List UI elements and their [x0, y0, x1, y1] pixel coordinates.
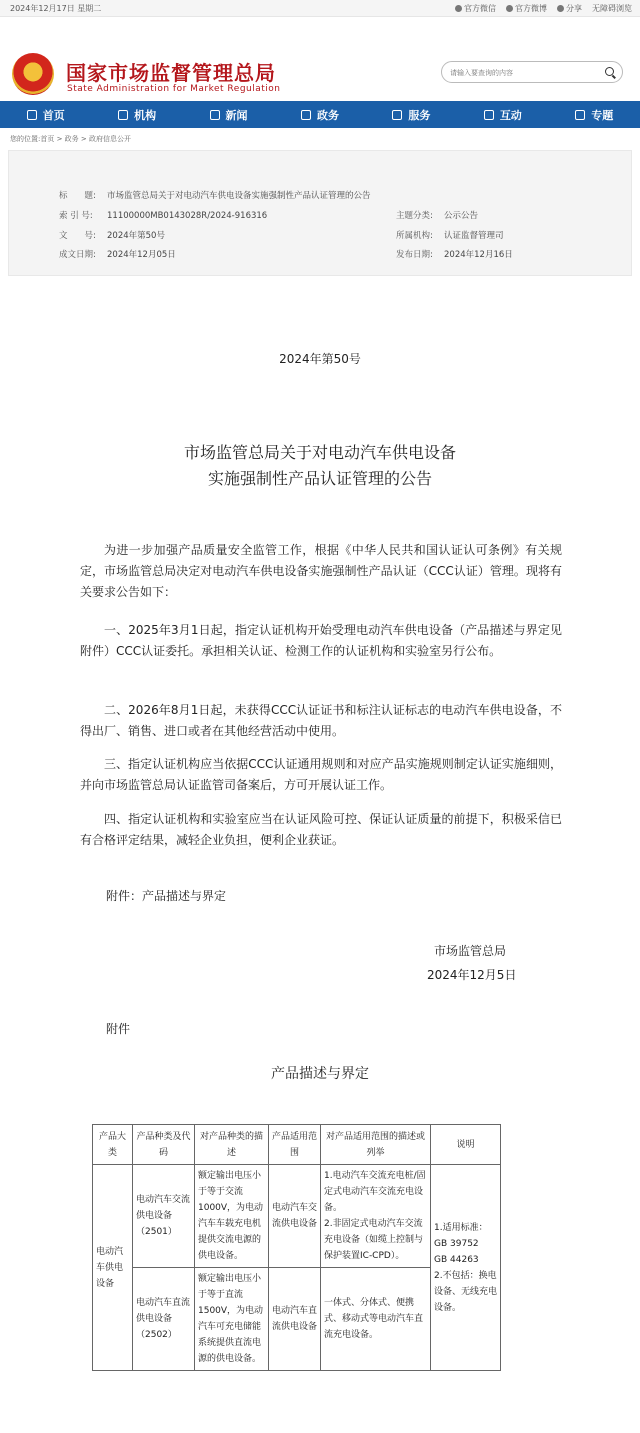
paragraph-4: 四、指定认证机构和实验室应当在认证风险可控、保证认证质量的前提下，积极采信已有合格评定结果，减轻企业负担，便利企业获证。	[80, 812, 562, 847]
meta-index-row: 索 引 号: 11100000MB0143028R/2024-916316	[59, 211, 268, 221]
meta-org-row: 所属机构: 认证监督管理司	[396, 231, 504, 241]
top-links	[455, 3, 632, 14]
paragraph-3: 三、指定认证机构应当依据CCC认证通用规则和对应产品实施规则制定认证实施细则，并向市场监管总局认证监管司备案后，方可开展认证工作。	[80, 757, 562, 792]
breadcrumb[interactable]: 您的位置:首页 > 政务 > 政府信息公开	[10, 135, 131, 143]
table-cell: 电动汽车直流供电设备	[269, 1268, 321, 1371]
document-title: 市场监管总局关于对电动汽车供电设备 实施强制性产品认证管理的公告	[183, 443, 456, 488]
service-icon	[392, 110, 402, 120]
attachment-line: 附件：产品描述与界定	[106, 889, 227, 903]
meta-published-row: 发布日期: 2024年12月16日	[396, 250, 513, 260]
share-icon	[557, 5, 564, 12]
product-table	[92, 1124, 501, 1371]
paragraph-intro: 为进一步加强产品质量安全监管工作，根据《中华人民共和国认证认可条例》有关规定，市场监管总局决定对电动汽车供电设备实施强制性产品认证（CCC认证）管理。现将有关要求公告如下：	[80, 543, 562, 599]
signer: 市场监管总局	[434, 944, 507, 958]
government-icon	[301, 110, 311, 120]
weibo-icon	[506, 5, 513, 12]
share-link[interactable]: 分享	[557, 3, 582, 14]
nav-service[interactable]: 服务	[366, 101, 457, 128]
document-meta	[8, 150, 632, 276]
org-icon	[118, 110, 128, 120]
table-header: 产品适用范围	[269, 1125, 321, 1165]
topic-icon	[575, 110, 585, 120]
nav-home[interactable]: 首页	[0, 101, 91, 128]
search-box	[441, 61, 623, 83]
wechat-link[interactable]: 官方微信	[455, 3, 496, 14]
top-bar	[0, 0, 640, 17]
table-header: 产品种类及代码	[133, 1125, 195, 1165]
meta-title-row: 标 题: 市场监管总局关于对电动汽车供电设备实施强制性产品认证管理的公告	[59, 191, 371, 201]
table-header-row	[93, 1125, 501, 1165]
current-date: 2024年12月17日 星期二	[10, 4, 102, 13]
home-icon	[27, 110, 37, 120]
table-cell: 1.电动汽车交流充电桩/固定式电动汽车交流充电设备。 2.非固定式电动汽车交流充电设备（如缆上控制与保护装置IC-CPD）。	[321, 1165, 431, 1268]
interaction-icon	[484, 110, 494, 120]
document-number: 2024年第50号	[279, 352, 361, 366]
search-icon[interactable]	[605, 67, 614, 76]
national-emblem-icon[interactable]	[12, 53, 54, 95]
meta-created-row: 成文日期: 2024年12月05日	[59, 250, 176, 260]
sign-date: 2024年12月5日	[427, 968, 517, 982]
table-cell-note: 1.适用标准： GB 39752 GB 44263 2.不包括：换电设备、无线充电设备。	[431, 1165, 501, 1371]
table-header: 说明	[431, 1125, 501, 1165]
nav-interaction[interactable]: 互动	[457, 101, 548, 128]
news-icon	[210, 110, 220, 120]
nav-news[interactable]: 新闻	[183, 101, 274, 128]
paragraph-2: 二、2026年8月1日起，未获得CCC认证证书和标注认证标志的电动汽车供电设备，不得出厂、销售、进口或者在其他经营活动中使用。	[80, 703, 562, 738]
meta-category-row: 主题分类: 公示公告	[396, 211, 479, 221]
table-row	[93, 1165, 501, 1268]
table-cell: 额定输出电压小于等于交流1000V，为电动汽车车载充电机提供交流电源的供电设备。	[195, 1165, 269, 1268]
nav-org[interactable]: 机构	[91, 101, 182, 128]
table-cell: 电动汽车直流供电设备（2502）	[133, 1268, 195, 1371]
table-cell-category: 电动汽车供电设备	[93, 1165, 133, 1371]
accessibility-link[interactable]: 无障碍浏览	[592, 4, 632, 13]
nav-topic[interactable]: 专题	[549, 101, 640, 128]
table-cell: 电动汽车交流供电设备	[269, 1165, 321, 1268]
nav-government[interactable]: 政务	[274, 101, 365, 128]
table-cell: 一体式、分体式、便携式、移动式等电动汽车直流充电设备。	[321, 1268, 431, 1371]
wechat-icon	[455, 5, 462, 12]
table-header: 对产品适用范围的描述或列举	[321, 1125, 431, 1165]
meta-docno-row: 文 号: 2024年第50号	[59, 231, 165, 241]
table-title: 产品描述与界定	[271, 1066, 369, 1082]
table-header: 对产品种类的描述	[195, 1125, 269, 1165]
table-header: 产品大类	[93, 1125, 133, 1165]
main-nav	[0, 101, 640, 128]
search-input[interactable]	[448, 66, 602, 80]
site-header	[0, 17, 640, 101]
attachment-heading: 附件	[106, 1022, 131, 1036]
site-subtitle: State Administration for Market Regulation	[67, 84, 281, 94]
site-title[interactable]: 国家市场监督管理总局	[66, 61, 276, 85]
paragraph-1: 一、2025年3月1日起，指定认证机构开始受理电动汽车供电设备（产品描述与界定见附件）CCC认证委托。承担相关认证、检测工作的认证机构和实验室另行公布。	[80, 623, 562, 658]
table-cell: 额定输出电压小于等于直流1500V，为电动汽车可充电储能系统提供直流电源的供电设备。	[195, 1268, 269, 1371]
table-cell: 电动汽车交流供电设备（2501）	[133, 1165, 195, 1268]
weibo-link[interactable]: 官方微博	[506, 3, 547, 14]
